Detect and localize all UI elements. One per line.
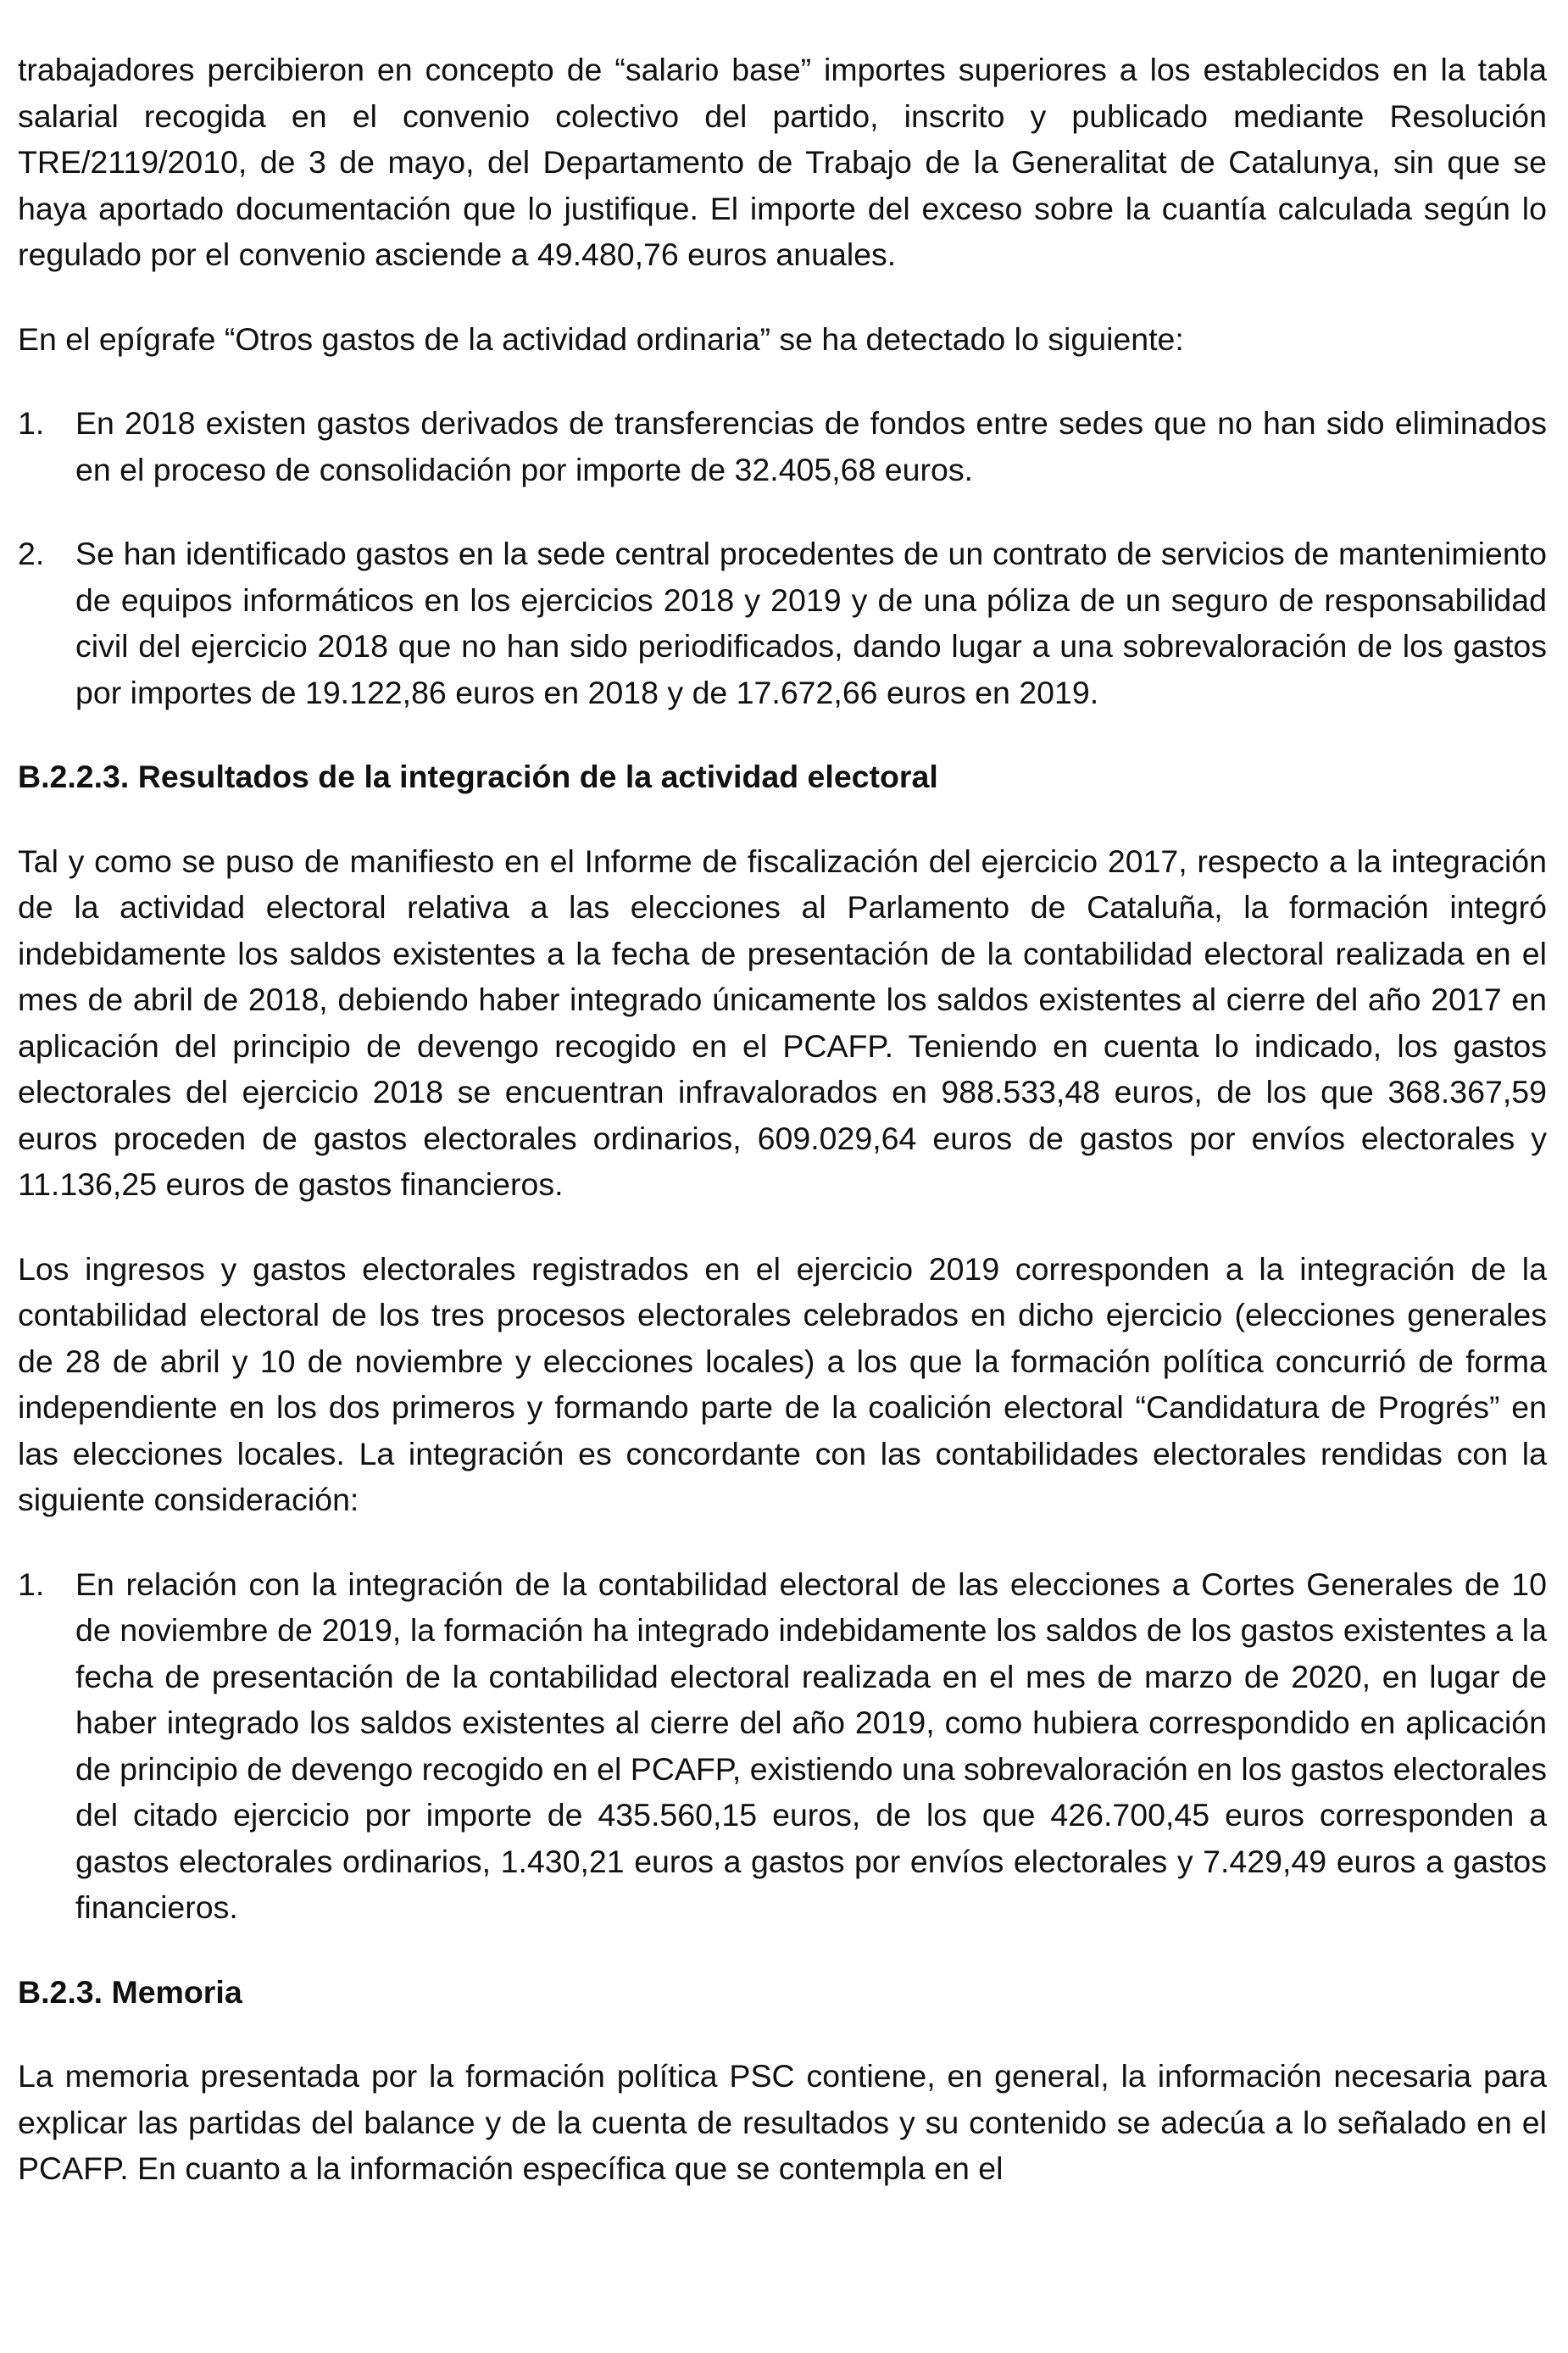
list-item	[18, 400, 1547, 492]
otros-gastos-list	[18, 400, 1547, 715]
paragraph-integracion-2019: Los ingresos y gastos electorales registrados en el ejercicio 2019 corresponden a la integración de la contabilidad electoral de los tres procesos electorales celebrados en dicho ejercicio (elecciones generales de 28 de abril y 10 de noviembre y elecciones locales) a los que la formación política concurrió de forma independiente en los dos primeros y formando parte de la coalición electoral “Candidatura de Progrés” en las elecciones locales. La integración es concordante con las contabilidades electorales rendidas con la siguiente consideración:	[18, 1250, 1547, 1517]
section-heading-memoria: B.2.3. Memoria	[18, 1973, 242, 2010]
section-heading-integracion-electoral: B.2.2.3. Resultados de la integración de la actividad electoral	[18, 759, 938, 794]
consideracion-list	[18, 1561, 1547, 1931]
paragraph-memoria: La memoria presentada por la formación política PSC contiene, en general, la información necesaria para explicar las partidas del balance y de la cuenta de resultados y su contenido se adecúa a lo señalado en el PCAFP. En cuanto a la información específica que se contempla en el	[18, 2058, 1547, 2186]
list-item-text: En 2018 existen gastos derivados de transferencias de fondos entre sedes que no han sido eliminados en el proceso de consolidación por importe de 32.405,68 euros.	[75, 405, 1547, 487]
paragraph-salario-base: trabajadores percibieron en concepto de “salario base” importes superiores a los establecidos en la tabla salarial recogida en el convenio colectivo del partido, inscrito y publicado mediante Resolución TRE/2119/2010, de 3 de mayo, del Departamento de Trabajo de la Generalitat de Catalunya, sin que se haya aportado documentación que lo justifique. El importe del exceso sobre la cuantía calculada según lo regulado por el convenio asciende a 49.480,76 euros anuales.	[18, 52, 1547, 272]
list-item-text: Se han identificado gastos en la sede central procedentes de un contrato de servicios de mantenimiento de equipos informáticos en los ejercicios 2018 y 2019 y de una póliza de un seguro de responsabilidad civil del ejercicio 2018 que no han sido periodificados, dando lugar a una sobrevaloración de los gastos por importes de 19.122,86 euros en 2018 y de 17.672,66 euros en 2019.	[75, 536, 1547, 710]
list-item-text: En relación con la integración de la contabilidad electoral de las elecciones a Cortes Generales de 10 de noviembre de 2019, la formación ha integrado indebidamente los saldos de los gastos existentes a la fecha de presentación de la contabilidad electoral realizada en el mes de marzo de 2020, en lugar de haber integrado los saldos existentes al cierre del año 2019, como hubiera correspondido en aplicación de principio de devengo recogido en el PCAFP, existiendo una sobrevaloración en los gastos electorales del citado ejercicio por importe de 435.560,15 euros, de los que 426.700,45 euros corresponden a gastos electorales ordinarios, 1.430,21 euros a gastos por envíos electorales y 7.429,49 euros a gastos financieros.	[75, 1566, 1547, 1925]
list-item-number: 1.	[18, 405, 45, 441]
list-item	[18, 1561, 1547, 1931]
document-page	[18, 47, 1547, 2192]
list-item	[18, 531, 1547, 715]
list-item-number: 1.	[18, 1566, 45, 1602]
paragraph-integracion-2017: Tal y como se puso de manifiesto en el Informe de fiscalización del ejercicio 2017, respecto a la integración de la actividad electoral relativa a las elecciones al Parlamento de Cataluña, la formación integró indebidamente los saldos existentes a la fecha de presentación de la contabilidad electoral realizada en el mes de abril de 2018, debiendo haber integrado únicamente los saldos existentes al cierre del año 2017 en aplicación del principio de devengo recogido en el PCAFP. Teniendo en cuenta lo indicado, los gastos electorales del ejercicio 2018 se encuentran infravalorados en 988.533,48 euros, de los que 368.367,59 euros proceden de gastos electorales ordinarios, 609.029,64 euros de gastos por envíos electorales y 11.136,25 euros de gastos financieros.	[18, 843, 1547, 1202]
list-item-number: 2.	[18, 536, 45, 571]
paragraph-otros-gastos-intro: En el epígrafe “Otros gastos de la actividad ordinaria” se ha detectado lo siguiente:	[18, 320, 1184, 357]
